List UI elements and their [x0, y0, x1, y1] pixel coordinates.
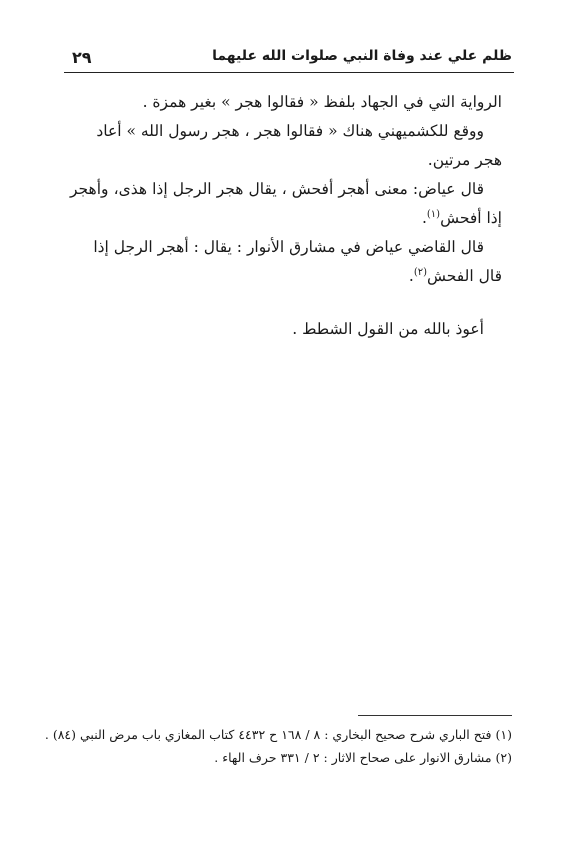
footnotes: [44, 723, 512, 769]
paragraph: ووقع للكشميهني هناك « فقالوا هجر ، هجر رسول الله » أعاد هجر مرتين.: [96, 122, 502, 169]
paragraph: [70, 175, 502, 233]
footnote-reference: (٢): [413, 266, 428, 278]
footnote: (١) فتح الباري شرح صحيح البخاري : ٨ / ١٦٨ ح ٤٤٣٢ كتاب المغازي باب مرض النبي (٨٤) .: [44, 727, 512, 742]
page-number: ٢٩: [72, 48, 92, 67]
paragraph: [70, 233, 502, 291]
footnote: (٢) مشارق الانوار على صحاح الاثار : ٢ / ٣٣١ حرف الهاء .: [214, 750, 512, 765]
page-header: [64, 44, 514, 73]
paragraph-text: قال عياض: معنى أهجر أفحش ، يقال هجر الرجل إذا هذى، وأهجر إذا أفحش: [70, 180, 502, 227]
main-text: [70, 88, 502, 344]
paragraph: الرواية التي في الجهاد بلفظ « فقالوا هجر » بغير همزة .: [142, 93, 502, 111]
paragraph-text: قال القاضي عياض في مشارق الأنوار : يقال : أهجر الرجل إذا قال الفحش: [93, 238, 502, 285]
footnote-divider: [358, 715, 512, 716]
running-title: ظلم علي عند وفاة النبي صلوات الله عليهما: [212, 48, 512, 64]
footnote-reference: (١): [426, 208, 441, 220]
paragraph-end: .: [421, 209, 427, 227]
paragraph-end: .: [408, 267, 414, 285]
paragraph: أعوذ بالله من القول الشطط .: [292, 320, 484, 338]
